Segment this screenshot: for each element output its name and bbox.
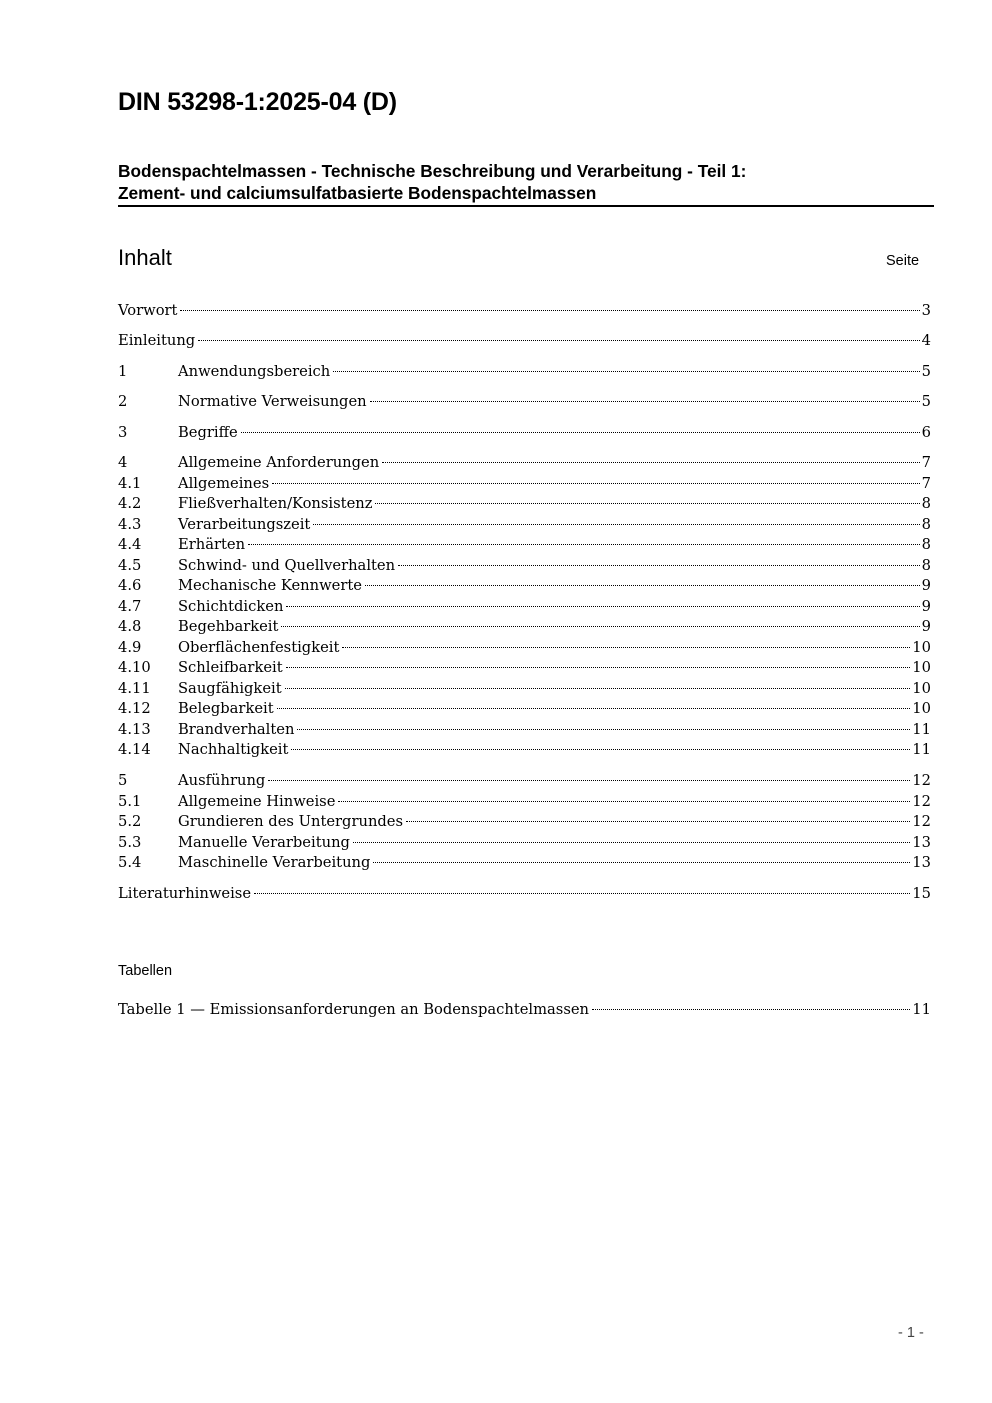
toc-entry-page: 10 [912, 700, 931, 717]
toc-entry-number: 4.6 [118, 577, 142, 594]
toc-entry-page: 8 [921, 536, 931, 553]
toc-entry-label: Allgemeine Hinweise [178, 793, 336, 810]
toc-entry-label: Einleitung [118, 332, 196, 349]
toc-entry-label: Erhärten [178, 536, 246, 553]
dot-leader [268, 780, 910, 781]
dot-leader [365, 585, 920, 586]
toc-entry-label: Literaturhinweise [118, 885, 252, 902]
toc-entry[interactable] [118, 618, 931, 638]
dot-leader [254, 893, 910, 894]
dot-leader [241, 432, 920, 433]
toc-entry[interactable] [118, 363, 931, 383]
toc-entry[interactable] [118, 475, 931, 495]
toc-entry[interactable] [118, 813, 931, 833]
toc-entry-page: 13 [912, 854, 931, 871]
toc-entry-page: 10 [912, 680, 931, 697]
toc-entry[interactable] [118, 536, 931, 556]
toc-entry-number: 4.11 [118, 680, 151, 697]
toc-entry-number: 2 [118, 393, 128, 410]
toc-entry[interactable] [118, 302, 931, 322]
toc-entry-label: Fließverhalten/Konsistenz [178, 495, 373, 512]
dot-leader [180, 310, 919, 311]
tables-heading: Tabellen [118, 963, 173, 979]
toc-entry-page: 7 [921, 475, 931, 492]
toc-entry-page: 11 [912, 741, 931, 758]
dot-leader [592, 1009, 910, 1010]
toc-entry-label: Belegbarkeit [178, 700, 274, 717]
toc-entry-page: 12 [912, 813, 931, 830]
toc-entry-number: 3 [118, 424, 128, 441]
toc-entry[interactable] [118, 721, 931, 741]
toc-entry-label: Saugfähigkeit [178, 680, 282, 697]
dot-leader [277, 708, 911, 709]
toc-entry[interactable] [118, 741, 931, 761]
toc-entry-label: Schwind- und Quellverhalten [178, 557, 396, 574]
toc-entry[interactable] [118, 700, 931, 720]
toc-entry-page: 10 [912, 639, 931, 656]
toc-entry-label: Begehbarkeit [178, 618, 279, 635]
dot-leader [406, 821, 910, 822]
toc-entry[interactable] [118, 834, 931, 854]
dot-leader [248, 544, 920, 545]
dot-leader [398, 565, 920, 566]
toc-entry-label: Mechanische Kennwerte [178, 577, 362, 594]
toc-entry-number: 5.3 [118, 834, 142, 851]
toc-entry-page: 12 [912, 772, 931, 789]
toc-entry-page: 8 [921, 516, 931, 533]
toc-entry-page: 3 [921, 302, 931, 319]
toc-entry-number: 5.4 [118, 854, 142, 871]
toc-entry[interactable] [118, 639, 931, 659]
toc-entry-label: Begriffe [178, 424, 238, 441]
toc-entry-page: 12 [912, 793, 931, 810]
dot-leader [313, 524, 919, 525]
toc-entry[interactable] [118, 577, 931, 597]
toc-entry-number: 4 [118, 454, 128, 471]
toc-entry[interactable] [118, 793, 931, 813]
toc-entry-number: 4.2 [118, 495, 142, 512]
title-divider [118, 205, 934, 207]
toc-entry-page: 8 [921, 557, 931, 574]
toc-entry-number: 4.12 [118, 700, 151, 717]
toc-entry-label: Vorwort [118, 302, 178, 319]
toc-page-column-label: Seite [886, 253, 920, 269]
toc-entry-page: 8 [921, 495, 931, 512]
toc-entry-label: Schleifbarkeit [178, 659, 283, 676]
toc-entry-label: Verarbeitungszeit [178, 516, 311, 533]
table-list-entry-label: Tabelle 1 — Emissionsanforderungen an Bodenspachtelmassen [118, 1001, 590, 1018]
toc-entry-page: 6 [921, 424, 931, 441]
toc-entry-label: Brandverhalten [178, 721, 295, 738]
toc-entry-number: 4.4 [118, 536, 142, 553]
toc-entry-page: 4 [921, 332, 931, 349]
toc-entry-number: 5.2 [118, 813, 142, 830]
toc-entry-page: 11 [912, 721, 931, 738]
toc-entry[interactable] [118, 659, 931, 679]
dot-leader [198, 340, 919, 341]
toc-entry[interactable] [118, 393, 931, 413]
toc-entry[interactable] [118, 854, 931, 874]
toc-entry-number: 5 [118, 772, 128, 789]
table-list-entry[interactable] [118, 1001, 931, 1021]
dot-leader [286, 606, 919, 607]
toc-entry-number: 4.8 [118, 618, 142, 635]
toc-entry-number: 4.3 [118, 516, 142, 533]
dot-leader [333, 371, 919, 372]
page-number: - 1 - [898, 1325, 924, 1341]
dot-leader [281, 626, 919, 627]
document-title-line-2: Zement- und calciumsulfatbasierte Bodenspachtelmassen [118, 183, 597, 203]
toc-entry-page: 9 [921, 577, 931, 594]
toc-entry-label: Schichtdicken [178, 598, 284, 615]
toc-entry[interactable] [118, 598, 931, 618]
toc-entry[interactable] [118, 424, 931, 444]
toc-entry-number: 1 [118, 363, 128, 380]
document-id: DIN 53298-1:2025-04 (D) [118, 88, 397, 116]
toc-entry-label: Maschinelle Verarbeitung [178, 854, 371, 871]
toc-entry[interactable] [118, 772, 931, 792]
toc-entry-number: 4.5 [118, 557, 142, 574]
toc-entry[interactable] [118, 885, 931, 905]
toc-entry-page: 5 [921, 363, 931, 380]
dot-leader [373, 862, 910, 863]
toc-entry-label: Nachhaltigkeit [178, 741, 289, 758]
dot-leader [338, 801, 910, 802]
toc-entry-label: Allgemeines [178, 475, 270, 492]
toc-entry-page: 5 [921, 393, 931, 410]
dot-leader [382, 462, 919, 463]
toc-entry[interactable] [118, 454, 931, 474]
dot-leader [285, 688, 911, 689]
toc-entry-page: 15 [912, 885, 931, 902]
table-list-entry-page: 11 [912, 1001, 931, 1018]
dot-leader [342, 647, 910, 648]
toc-heading: Inhalt [118, 245, 172, 270]
toc-entry[interactable] [118, 516, 931, 536]
toc-entry[interactable] [118, 557, 931, 577]
document-title [118, 160, 934, 204]
toc-entry-number: 4.1 [118, 475, 142, 492]
toc-entry-label: Anwendungsbereich [178, 363, 331, 380]
dot-leader [375, 503, 919, 504]
toc-entry-number: 4.13 [118, 721, 151, 738]
toc-entry-label: Grundieren des Untergrundes [178, 813, 404, 830]
toc-entry-number: 4.9 [118, 639, 142, 656]
dot-leader [370, 401, 920, 402]
toc-entry-page: 9 [921, 598, 931, 615]
toc-entry-number: 4.14 [118, 741, 151, 758]
toc-entry-label: Oberflächenfestigkeit [178, 639, 340, 656]
dot-leader [353, 842, 910, 843]
toc-entry-number: 5.1 [118, 793, 142, 810]
toc-entry[interactable] [118, 332, 931, 352]
toc-entry[interactable] [118, 495, 931, 515]
dot-leader [297, 729, 910, 730]
toc-entry-label: Ausführung [178, 772, 266, 789]
toc-entry-label: Allgemeine Anforderungen [178, 454, 380, 471]
toc-entry-page: 10 [912, 659, 931, 676]
toc-entry-number: 4.10 [118, 659, 151, 676]
dot-leader [272, 483, 920, 484]
toc-entry[interactable] [118, 680, 931, 700]
toc-entry-page: 7 [921, 454, 931, 471]
toc-entry-label: Manuelle Verarbeitung [178, 834, 350, 851]
toc-entry-label: Normative Verweisungen [178, 393, 367, 410]
toc-entry-page: 13 [912, 834, 931, 851]
dot-leader [286, 667, 911, 668]
toc-entry-number: 4.7 [118, 598, 142, 615]
dot-leader [291, 749, 910, 750]
document-title-line-1: Bodenspachtelmassen - Technische Beschreibung und Verarbeitung - Teil 1: [118, 161, 747, 181]
toc-entry-page: 9 [921, 618, 931, 635]
